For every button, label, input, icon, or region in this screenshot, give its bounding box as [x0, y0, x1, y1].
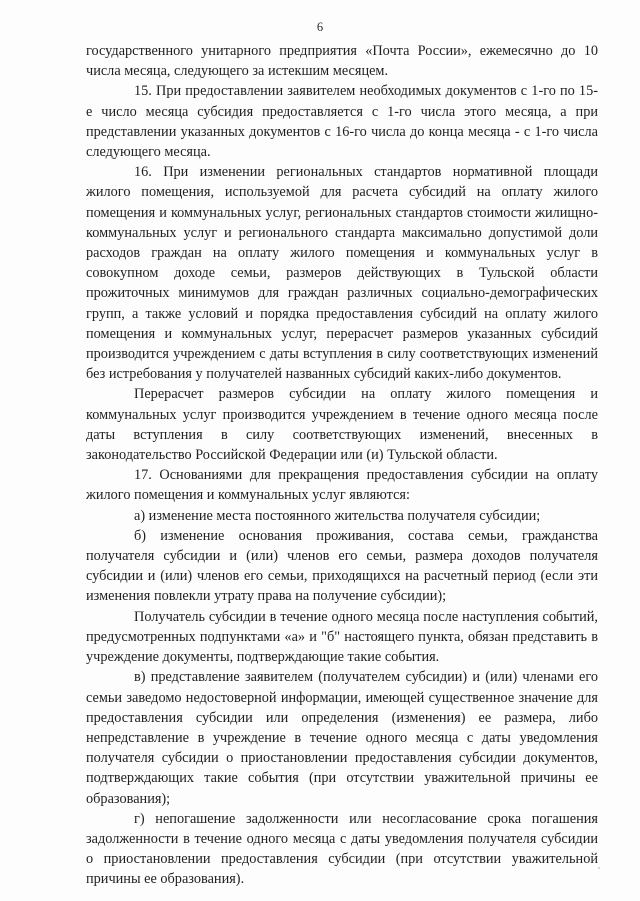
paragraph-item-15: 15. При предоставлении заявителем необходимых документов с 1-го по 15-е число месяца субсидия предоставляется с 1-го числа этого месяца, а при представлении указанных документов с 16-го числа до конца месяца - с 1-го числа следующего месяца.	[86, 83, 598, 161]
paragraph-recalculation: Перерасчет размеров субсидии на оплату жилого помещения и коммунальных услуг производится учреждением в течение одного месяца после даты вступления в силу соответствующих изменений, внесенных в законодательство Российской Федерации или (и) Тульской области.	[86, 386, 598, 464]
paragraph-item-16: 16. При изменении региональных стандартов нормативной площади жилого помещения, используемой для расчета субсидий на оплату жилого помещения и коммунальных услуг, региональных стандартов стоимости жилищно-коммунальных услуг и регионального стандарта максимально допустимой доли расходов граждан на оплату жилого помещения и коммунальных услуг в совокупном доходе семьи, размеров действующих в Тульской области прожиточных минимумов для граждан различных социально-демографических групп, а также условий и порядка предоставления субсидий на оплату жилого помещения и коммунальных услуг, перерасчет размеров указанных субсидий производится учреждением с даты вступления в силу соответствующих изменений без истребования у получателей названных субсидий каких-либо документов.	[86, 164, 598, 383]
paragraph-subitem-a: а) изменение места постоянного жительства получателя субсидии;	[134, 507, 541, 524]
paragraph-continuation: государственного унитарного предприятия «Почта России», ежемесячно до 10 числа месяца, следующего за истекшим месяцем.	[86, 43, 598, 80]
document-body	[86, 41, 598, 890]
paragraph-subitem-b: б) изменение основания проживания, состава семьи, гражданства получателя субсидии и (или) членов его семьи, размера доходов получателя субсидии и (или) членов его семьи, приходящихся на расчетный период (если эти изменения повлекли утрату права на получение субсидии);	[86, 527, 598, 605]
paragraph-recipient-obligation: Получатель субсидии в течение одного месяца после наступления событий, предусмотренных подпунктами «а» и "б" настоящего пункта, обязан представить в учреждение документы, подтверждающие такие события.	[86, 608, 598, 666]
scan-speck	[598, 867, 600, 869]
paragraph-subitem-v: в) представление заявителем (получателем субсидии) и (или) членами его семьи заведомо недостоверной информации, имеющей существенное значение для предоставления субсидии или определения (изменения) ее размера, либо непредставление в учреждение в течение одного месяца с даты уведомления получателя субсидии о приостановлении предоставления субсидии документов, подтверждающих такие события (при отсутствии уважительной причины ее образования);	[86, 669, 598, 807]
page-number: 6	[316, 20, 324, 34]
paragraph-subitem-g: г) непогашение задолженности или несогласование срока погашения задолженности в течение одного месяца с даты уведомления получателя субсидии о приостановлении предоставления субсидии (при отсутствии уважительной причины ее образования).	[86, 810, 598, 888]
paragraph-item-17: 17. Основаниями для прекращения предоставления субсидии на оплату жилого помещения и коммунальных услуг являются:	[86, 467, 598, 504]
